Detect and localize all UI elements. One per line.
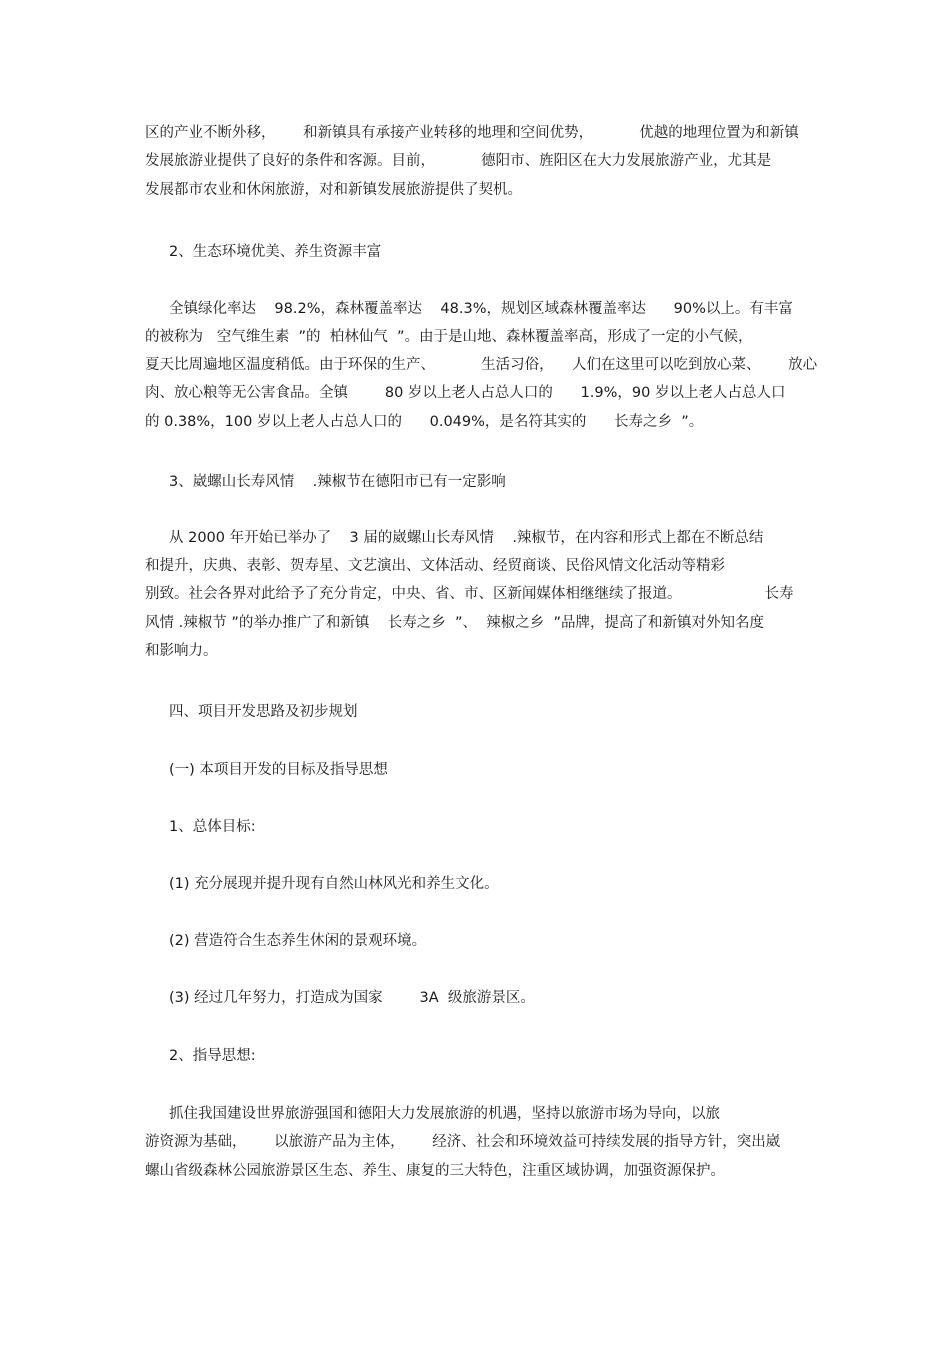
subsection-heading: 1、总体目标:	[169, 819, 256, 835]
paragraph-line: 的被称为 空气维生素 ”的 柏林仙气 ”。由于是山地、森林覆盖率高，形成了一定的小气候，	[145, 329, 753, 345]
paragraph-line: 别致。社会各界对此给予了充分肯定，中央、省、市、区新闻媒体相继继续了报道。 长寿	[145, 586, 794, 602]
section-heading: 3、崴螺山长寿风情 .辣椒节在德阳市已有一定影响	[169, 474, 506, 490]
subsection-heading: 2、指导思想:	[169, 1048, 256, 1064]
paragraph-line: 游资源为基础， 以旅游产品为主体， 经济、社会和环境效益可持续发展的指导方针，突出崴	[145, 1134, 781, 1150]
paragraph-line: 夏天比周遍地区温度稍低。由于环保的生产、 生活习俗， 人们在这里可以吃到放心菜、 放心	[145, 357, 818, 373]
list-item: (1) 充分展现并提升现有自然山林风光和养生文化。	[169, 876, 499, 892]
list-item: (3) 经过几年努力，打造成为国家 3A 级旅游景区。	[169, 990, 535, 1006]
paragraph-line: 全镇绿化率达 98.2%，森林覆盖率达 48.3%，规划区域森林覆盖率达 90%以上。有丰富	[169, 301, 793, 317]
paragraph-line: 区的产业不断外移， 和新镇具有承接产业转移的地理和空间优势， 优越的地理位置为和新镇	[145, 125, 799, 141]
section-heading: 2、生态环境优美、养生资源丰富	[169, 244, 382, 260]
paragraph-line: 风情 .辣椒节 ”的举办推广了和新镇 长寿之乡 ”、 辣椒之乡 ”品牌，提高了和新镇对外知名度	[145, 615, 764, 631]
paragraph-line: 发展旅游业提供了良好的条件和客源。目前， 德阳市、旌阳区在大力发展旅游产业，尤其是	[145, 153, 772, 169]
paragraph-line: 和提升，庆典、表彰、贺寿星、文艺演出、文体活动、经贸商谈、民俗风情文化活动等精彩	[145, 558, 725, 574]
section-heading: 四、项目开发思路及初步规划	[169, 704, 358, 720]
paragraph-line: 螺山省级森林公园旅游景区生态、养生、康复的三大特色，注重区域协调，加强资源保护。	[145, 1163, 725, 1179]
paragraph-line: 和影响力。	[145, 643, 218, 659]
subsection-heading: (一) 本项目开发的目标及指导思想	[169, 762, 388, 778]
paragraph-line: 发展都市农业和休闲旅游，对和新镇发展旅游提供了契机。	[145, 182, 522, 198]
paragraph-line: 从 2000 年开始已举办了 3 届的崴螺山长寿风情 .辣椒节，在内容和形式上都在不断总结	[169, 530, 764, 546]
paragraph-line: 肉、放心粮等无公害食品。全镇 80 岁以上老人占总人口的 1.9%，90 岁以上老人占总人口	[145, 385, 786, 401]
paragraph-line: 的 0.38%，100 岁以上老人占总人口的 0.049%，是名符其实的 长寿之乡 ”。	[145, 414, 704, 430]
paragraph-line: 抓住我国建设世界旅游强国和德阳大力发展旅游的机遇，坚持以旅游市场为导向，以旅	[169, 1106, 720, 1122]
list-item: (2) 营造符合生态养生休闲的景观环境。	[169, 933, 427, 949]
